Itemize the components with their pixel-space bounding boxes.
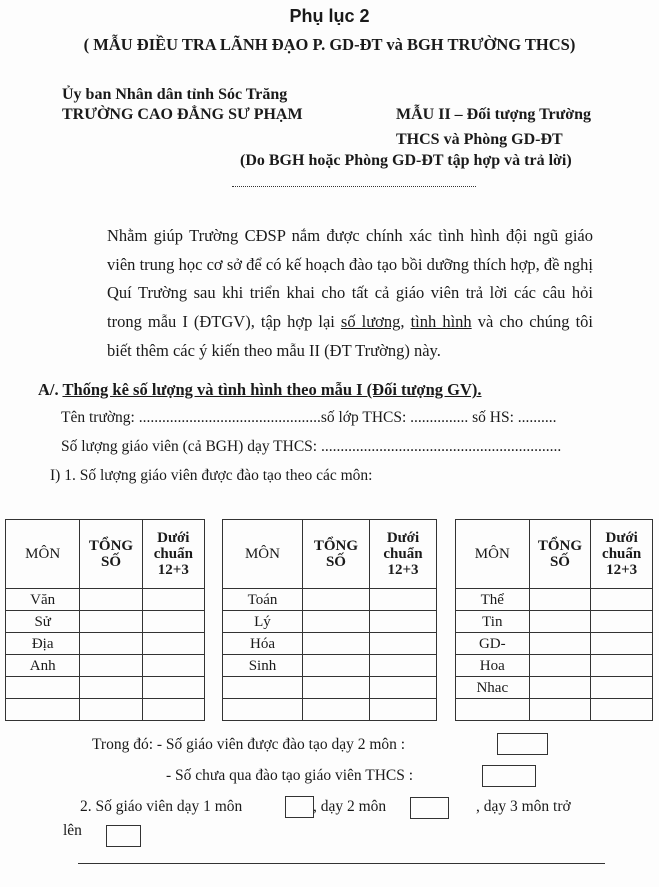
total-cell[interactable] bbox=[529, 677, 591, 699]
form-subtitle: ( MẪU ĐIỀU TRA LÃNH ĐẠO P. GD-ĐT và BGH TRƯỜNG THCS) bbox=[83, 35, 576, 54]
total-cell[interactable] bbox=[302, 633, 369, 655]
intro-underlined-situation: tình hình bbox=[410, 312, 472, 332]
substandard-cell[interactable] bbox=[591, 699, 653, 721]
two-subject-label: , dạy 2 môn bbox=[313, 798, 387, 815]
subject-table-2 bbox=[222, 519, 437, 721]
subject-table-3 bbox=[455, 519, 653, 721]
substandard-cell[interactable] bbox=[369, 611, 436, 633]
intro-text-end: và cho chúng tôi biết thêm các ý kiến theo mẫu II (ĐT Trường) này. bbox=[107, 312, 594, 360]
table-row bbox=[6, 699, 205, 721]
total-cell[interactable] bbox=[529, 589, 591, 611]
total-cell[interactable] bbox=[80, 677, 142, 699]
subject-cell: Lý bbox=[223, 611, 303, 633]
table-row bbox=[456, 589, 653, 611]
substandard-cell[interactable] bbox=[369, 699, 436, 721]
substandard-cell[interactable] bbox=[591, 589, 653, 611]
table-row bbox=[6, 633, 205, 655]
table-row bbox=[6, 655, 205, 677]
one-subject-input[interactable] bbox=[285, 796, 314, 818]
table-header-row bbox=[6, 520, 205, 589]
untrained-input[interactable] bbox=[482, 765, 536, 787]
intro-text: Nhằm giúp Trường CĐSP nắm được chính xác tình hình đội ngũ giáo viên trung học cơ sở để có kế hoạch đào tạo bồi dưỡng thích hợp, đề nghị Quí Trường sau khi triển khai cho tất cả giáo viên trả lời các câu hỏi trong mẫu I (ĐTGV), tập hợp lại bbox=[107, 226, 593, 332]
subject-cell: Văn bbox=[6, 589, 80, 611]
column-header: MÔN bbox=[6, 520, 80, 589]
substandard-cell[interactable] bbox=[591, 633, 653, 655]
table-row bbox=[223, 677, 437, 699]
table-row bbox=[223, 589, 437, 611]
subject-cell: Anh bbox=[6, 655, 80, 677]
total-cell[interactable] bbox=[302, 677, 369, 699]
table-row bbox=[456, 677, 653, 699]
form-instructions: (Do BGH hoặc Phòng GD-ĐT tập hợp và trả lời) bbox=[240, 152, 572, 169]
total-cell[interactable] bbox=[80, 655, 142, 677]
dotted-divider bbox=[232, 186, 476, 187]
subject-cell bbox=[456, 699, 530, 721]
subject-cell bbox=[223, 677, 303, 699]
teacher-count-line: Số lượng giáo viên (cả BGH) dạy THCS: .............................................................. bbox=[61, 438, 562, 455]
two-subject-trained-input[interactable] bbox=[497, 733, 548, 755]
subject-cell: Thể bbox=[456, 589, 530, 611]
school-name: TRƯỜNG CAO ĐẲNG SƯ PHẠM bbox=[62, 106, 303, 123]
subject-cell bbox=[6, 699, 80, 721]
total-cell[interactable] bbox=[529, 633, 591, 655]
subject-cell: Nhac bbox=[456, 677, 530, 699]
section-a-prefix: A/. bbox=[38, 380, 59, 399]
total-cell[interactable] bbox=[80, 611, 142, 633]
substandard-cell[interactable] bbox=[142, 699, 204, 721]
total-cell[interactable] bbox=[529, 699, 591, 721]
total-cell[interactable] bbox=[80, 633, 142, 655]
three-subject-label: , dạy 3 môn trở bbox=[476, 798, 571, 815]
subject-cell: Địa bbox=[6, 633, 80, 655]
subject-cell bbox=[6, 677, 80, 699]
section-a-heading bbox=[38, 380, 482, 400]
table-row bbox=[456, 655, 653, 677]
column-header: MÔN bbox=[223, 520, 303, 589]
total-cell[interactable] bbox=[302, 611, 369, 633]
table-row bbox=[6, 677, 205, 699]
table-header-row bbox=[456, 520, 653, 589]
table-row bbox=[223, 699, 437, 721]
table-row bbox=[456, 611, 653, 633]
table-row bbox=[6, 611, 205, 633]
column-header: Dưới chuẩn 12+3 bbox=[142, 520, 204, 589]
org-name: Ủy ban Nhân dân tỉnh Sóc Trăng bbox=[62, 86, 288, 103]
table-header-row bbox=[223, 520, 437, 589]
intro-separator: , bbox=[400, 312, 411, 332]
substandard-cell[interactable] bbox=[591, 677, 653, 699]
column-header: TỔNG SỐ bbox=[80, 520, 142, 589]
subject-cell: GD- bbox=[456, 633, 530, 655]
substandard-cell[interactable] bbox=[142, 589, 204, 611]
intro-paragraph bbox=[107, 222, 593, 366]
column-header: MÔN bbox=[456, 520, 530, 589]
total-cell[interactable] bbox=[529, 611, 591, 633]
subject-cell: Hóa bbox=[223, 633, 303, 655]
substandard-cell[interactable] bbox=[142, 633, 204, 655]
total-cell[interactable] bbox=[529, 655, 591, 677]
form-type-line2: THCS và Phòng GD-ĐT bbox=[396, 131, 563, 148]
column-header: Dưới chuẩn 12+3 bbox=[591, 520, 653, 589]
bottom-rule bbox=[78, 863, 605, 864]
section-a-title: Thống kê số lượng và tình hình theo mẫu I (Đối tượng GV). bbox=[62, 380, 482, 399]
table-row bbox=[223, 611, 437, 633]
untrained-label: - Số chưa qua đào tạo giáo viên THCS : bbox=[166, 767, 414, 784]
two-subject-input[interactable] bbox=[410, 797, 449, 819]
three-subject-label-end: lên bbox=[63, 822, 82, 839]
subject-cell bbox=[223, 699, 303, 721]
subject-cell: Sử bbox=[6, 611, 80, 633]
subject-cell: Hoa bbox=[456, 655, 530, 677]
school-info-line: Tên trường: ...............................................số lớp THCS: ............... số HS: .......... bbox=[61, 409, 557, 426]
substandard-cell[interactable] bbox=[369, 677, 436, 699]
substandard-cell[interactable] bbox=[369, 633, 436, 655]
item-1-label: I) 1. Số lượng giáo viên được đào tạo theo các môn: bbox=[50, 467, 373, 484]
substandard-cell[interactable] bbox=[591, 611, 653, 633]
three-subject-input[interactable] bbox=[106, 825, 141, 847]
total-cell[interactable] bbox=[302, 589, 369, 611]
total-cell[interactable] bbox=[80, 589, 142, 611]
column-header: TỔNG SỐ bbox=[529, 520, 591, 589]
table-row bbox=[223, 655, 437, 677]
subject-cell: Toán bbox=[223, 589, 303, 611]
total-cell[interactable] bbox=[302, 655, 369, 677]
substandard-cell[interactable] bbox=[142, 655, 204, 677]
substandard-cell[interactable] bbox=[591, 655, 653, 677]
total-cell[interactable] bbox=[80, 699, 142, 721]
substandard-cell[interactable] bbox=[142, 677, 204, 699]
column-header: Dưới chuẩn 12+3 bbox=[369, 520, 436, 589]
appendix-title: Phụ lục 2 bbox=[289, 6, 370, 26]
one-subject-label: 2. Số giáo viên dạy 1 môn bbox=[80, 798, 243, 815]
table-row bbox=[456, 633, 653, 655]
subject-cell: Tin bbox=[456, 611, 530, 633]
table-row bbox=[456, 699, 653, 721]
subject-cell: Sinh bbox=[223, 655, 303, 677]
total-cell[interactable] bbox=[302, 699, 369, 721]
intro-underlined-quantity: số lương bbox=[340, 312, 401, 332]
column-header: TỔNG SỐ bbox=[302, 520, 369, 589]
substandard-cell[interactable] bbox=[142, 611, 204, 633]
substandard-cell[interactable] bbox=[369, 589, 436, 611]
two-subject-trained-label: Trong đó: - Số giáo viên được đào tạo dạy 2 môn : bbox=[92, 736, 406, 753]
table-row bbox=[6, 589, 205, 611]
table-row bbox=[223, 633, 437, 655]
form-type-line1: MẪU II – Đối tượng Trường bbox=[396, 106, 592, 123]
subject-table-1 bbox=[5, 519, 205, 721]
substandard-cell[interactable] bbox=[369, 655, 436, 677]
